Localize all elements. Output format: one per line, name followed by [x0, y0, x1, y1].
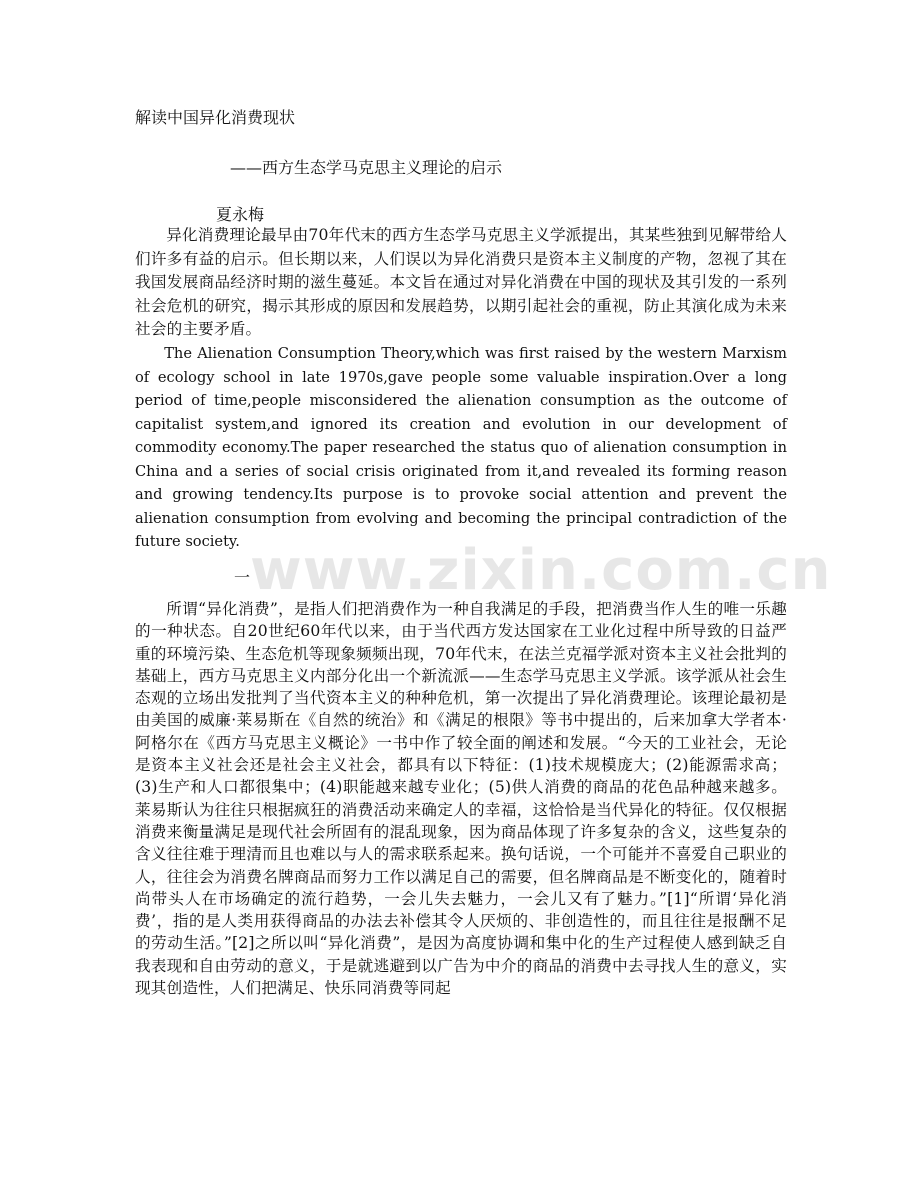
document-author: 夏永梅 [216, 205, 265, 224]
section-number: 一 [234, 568, 251, 587]
chinese-abstract: 异化消费理论最早由70年代末的西方生态学马克思主义学派提出，其某些独到见解带给人们许多有益的启示。但长期以来，人们误以为异化消费只是资本主义制度的产物，忽视了其在我国发展商品经济时期的滋生蔓延。本文旨在通过对异化消费在中国的现状及其引发的一系列社会危机的研究，揭示其形成的原因和发展趋势，以期引起社会的重视，防止其演化成为未来社会的主要矛盾。 [135, 226, 787, 338]
english-abstract: The Alienation Consumption Theory,which was first raised by the western Marxism of ecology school in late 1970s,gave people some valuable inspiration.Over a long period of time,people misconsidered the alienation consumption as the outcome of capitalist system,and ignored its creation and evolution in our development of commodity economy.The paper researched the status quo of alienation consumption in China and a series of social crisis originated from it,and revealed its forming reason and growing tendency.Its purpose is to provoke social attention and prevent the alienation consumption from evolving and becoming the principal contradiction of the future society. [135, 345, 787, 550]
body-paragraph: 所谓“异化消费”，是指人们把消费作为一种自我满足的手段，把消费当作人生的唯一乐趣的一种状态。自20世纪60年代以来，由于当代西方发达国家在工业化过程中所导致的日益严重的环境污染、生态危机等现象频频出现，70年代末，在法兰克福学派对资本主义社会批判的基础上，西方马克思主义内部分化出一个新流派——生态学马克思主义学派。该学派从社会生态观的立场出发批判了当代资本主义的种种危机，第一次提出了异化消费理论。该理论最初是由美国的威廉·莱易斯在《自然的统治》和《满足的根限》等书中提出的，后来加拿大学者本·阿格尔在《西方马克思主义概论》一书中作了较全面的阐述和发展。“今天的工业社会，无论是资本主义社会还是社会主义社会，都具有以下特征：(1)技术规模庞大；(2)能源需求高；(3)生产和人口都很集中；(4)职能越来越专业化；(5)供人消费的商品的花色品种越来越多。莱易斯认为往往只根据疯狂的消费活动来确定人的幸福，这恰恰是当代异化的特征。仅仅根据消费来衡量满足是现代社会所固有的混乱现象，因为商品体现了许多复杂的含义，这些复杂的含义往往难于理清而且也难以与人的需求联系起来。换句话说，一个可能并不喜爱自己职业的人，往往会为消费名牌商品而努力工作以满足自己的需要，但名牌商品是不断变化的，随着时尚带头人在市场确定的流行趋势，一会儿失去魅力，一会儿又有了魅力。”[1]“所谓‘异化消费’，指的是人类用获得商品的办法去补偿其令人厌烦的、非创造性的，而且往往是报酬不足的劳动生活。”[2]之所以叫“异化消费”，是因为高度协调和集中化的生产过程使人感到缺乏自我表现和自由劳动的意义，于是就逃避到以广告为中介的商品的消费中去寻找人生的意义，实现其创造性，人们把满足、快乐同消费等同起 [135, 600, 787, 998]
document-subtitle: ——西方生态学马克思主义理论的启示 [230, 158, 503, 177]
document-title: 解读中国异化消费现状 [135, 108, 296, 127]
site-watermark: www.zixin.com.cn [250, 538, 832, 603]
